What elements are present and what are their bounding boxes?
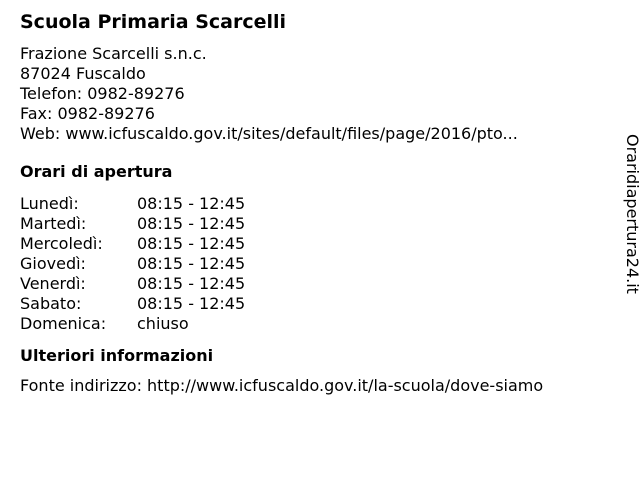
time-value: 08:15 - 12:45 [137, 214, 246, 233]
website-link[interactable]: Web: www.icfuscaldo.gov.it/sites/default/files/page/2016/pto... [20, 124, 518, 143]
time-value: 08:15 - 12:45 [137, 294, 246, 313]
day-label: Lunedì: [20, 194, 79, 213]
day-label: Sabato: [20, 294, 82, 313]
place-card [20, 10, 600, 396]
hours-row-monday [20, 194, 600, 214]
hours-table [20, 194, 600, 334]
time-value: 08:15 - 12:45 [137, 274, 246, 293]
hours-row-sunday [20, 314, 600, 334]
day-label: Venerdì: [20, 274, 86, 293]
hours-row-saturday [20, 294, 600, 314]
hours-row-friday [20, 274, 600, 294]
time-value: 08:15 - 12:45 [137, 254, 246, 273]
hours-row-wednesday [20, 234, 600, 254]
day-label: Mercoledì: [20, 234, 103, 253]
address-city: 87024 Fuscaldo [20, 64, 146, 83]
time-value: 08:15 - 12:45 [137, 194, 246, 213]
hours-row-thursday [20, 254, 600, 274]
time-value: 08:15 - 12:45 [137, 234, 246, 253]
day-label: Domenica: [20, 314, 107, 333]
hours-heading: Orari di apertura [20, 162, 173, 181]
address-block [20, 44, 600, 144]
day-label: Martedì: [20, 214, 87, 233]
address-source: Fonte indirizzo: http://www.icfuscaldo.gov.it/la-scuola/dove-siamo [20, 376, 544, 395]
hours-row-tuesday [20, 214, 600, 234]
site-watermark: Oraridiapertura24.it [623, 134, 642, 294]
phone-number[interactable]: Telefon: 0982-89276 [20, 84, 185, 103]
day-label: Giovedì: [20, 254, 86, 273]
address-street: Frazione Scarcelli s.n.c. [20, 44, 207, 63]
fax-number: Fax: 0982-89276 [20, 104, 155, 123]
page-title: Scuola Primaria Scarcelli [20, 11, 287, 33]
time-value: chiuso [137, 314, 189, 333]
more-info-heading: Ulteriori informazioni [20, 346, 214, 365]
